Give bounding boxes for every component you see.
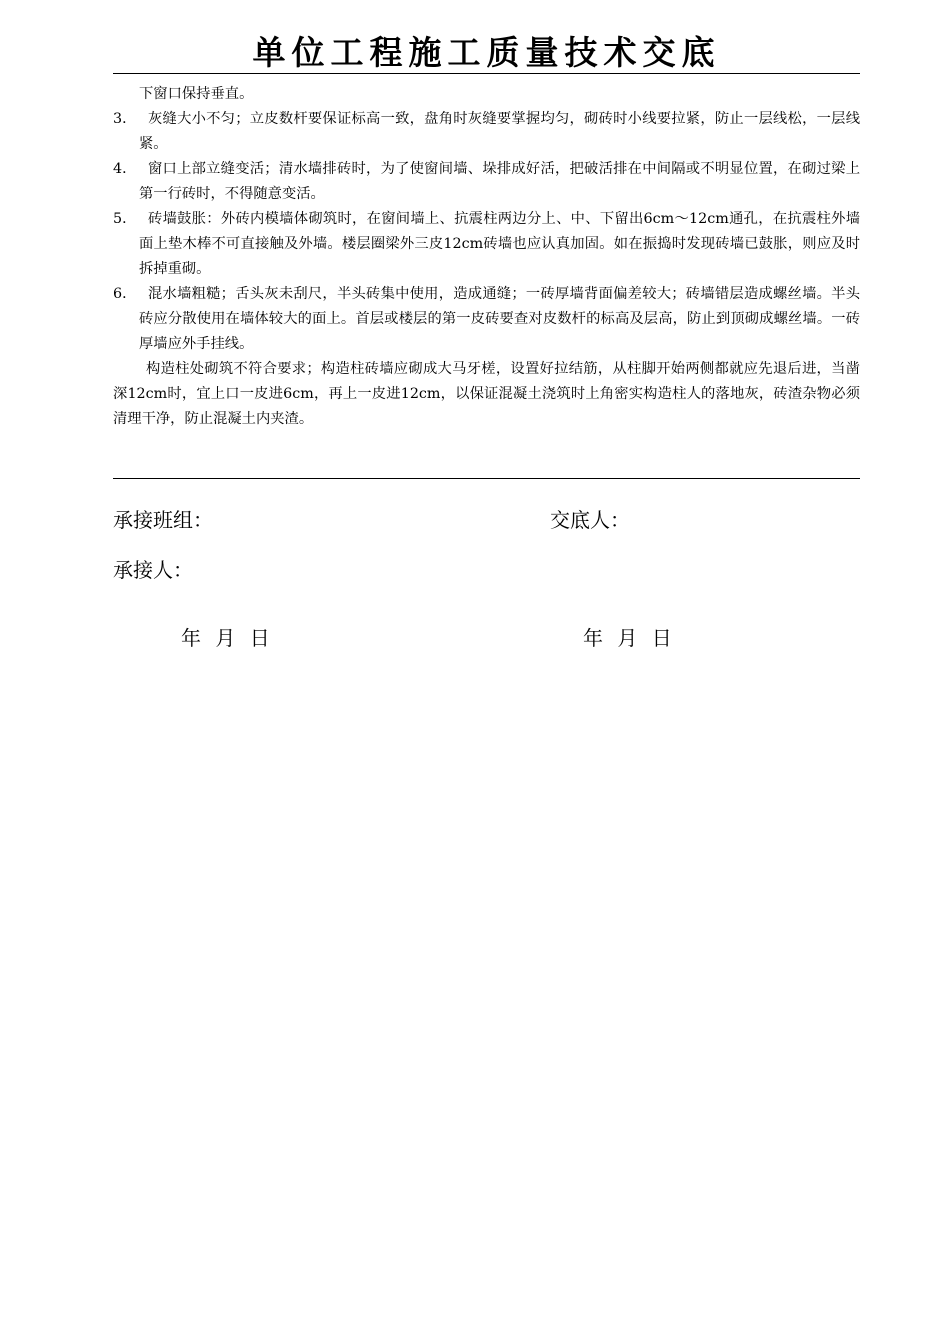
- list-item-text: 砖墙鼓胀：外砖内模墙体砌筑时，在窗间墙上、抗震柱两边分上、中、下留出6cm～12cm通孔，在抗震柱外墙面上垫木棒不可直接触及外墙。楼层圈梁外三皮12cm砖墙也应认真加固。如在振捣时发现砖墙已鼓胀，则应及时拆掉重砌。: [139, 211, 860, 277]
- list-item-text: 混水墙粗糙；舌头灰未刮尺，半头砖集中使用，造成通缝；一砖厚墙背面偏差较大；砖墙错层造成螺丝墙。半头砖应分散使用在墙体较大的面上。首层或楼层的第一皮砖要查对皮数杆的标高及层高，防止到顶砌成螺丝墙。一砖厚墙应外手挂线。: [139, 286, 860, 352]
- signature-divider: [113, 478, 860, 479]
- page-title: 单位工程施工质量技术交底: [252, 33, 721, 72]
- list-item-number: 5．: [113, 211, 137, 227]
- receiver-label: 承接人：: [113, 558, 193, 582]
- presenter-label: 交底人：: [550, 508, 630, 532]
- list-item-number: 4．: [113, 161, 137, 177]
- document-body: [113, 82, 860, 432]
- list-item-text: 窗口上部立缝变活；清水墙排砖时，为了使窗间墙、垛排成好活，把破活排在中间隔或不明显位置，在砌过梁上第一行砖时，不得随意变活。: [139, 161, 860, 202]
- date-left: 年 月 日: [181, 626, 270, 650]
- receiving-team-label: 承接班组：: [113, 508, 213, 532]
- list-item: [113, 107, 860, 157]
- list-item: [113, 282, 860, 357]
- continuation-text: 下窗口保持垂直。: [139, 86, 254, 102]
- list-item: [113, 157, 860, 207]
- date-right: 年 月 日: [583, 626, 672, 650]
- list-item: [113, 207, 860, 282]
- list-item-number: 6．: [113, 286, 137, 302]
- title-divider: [113, 73, 860, 74]
- list-item-number: 3．: [113, 111, 137, 127]
- final-paragraph: 构造柱处砌筑不符合要求；构造柱砖墙应砌成大马牙槎，设置好拉结筋，从柱脚开始两侧都就应先退后进，当凿深12cm时，宜上口一皮进6cm，再上一皮进12cm，以保证混凝土浇筑时上角密实构造柱人的落地灰，砖渣杂物必须清理干净，防止混凝土内夹渣。: [113, 361, 860, 427]
- list-item-text: 灰缝大小不匀；立皮数杆要保证标高一致，盘角时灰缝要掌握均匀，砌砖时小线要拉紧，防止一层线松，一层线紧。: [139, 111, 860, 152]
